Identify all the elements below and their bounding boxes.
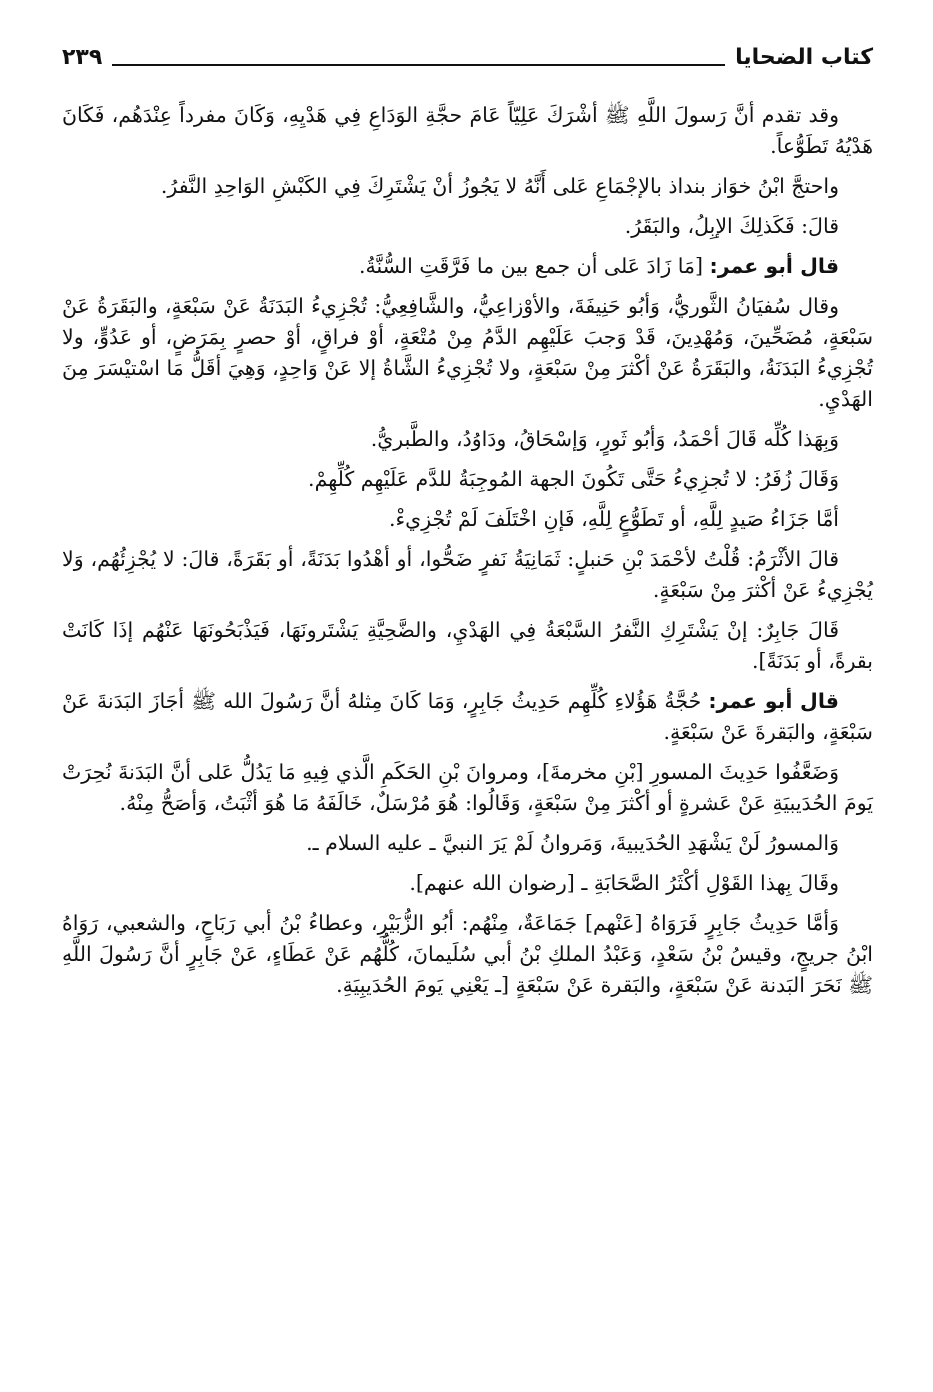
paragraph [62,757,873,819]
paragraph [62,464,873,495]
paragraph [62,291,873,415]
paragraph-text: وَالمسورُ لَنْ يَشْهَدِ الحُدَيبيةَ، وَمَروانُ لَمْ يَرَ النبيَّ ـ عليه السلام ـ. [306,831,839,855]
paragraph-lead: قال أبو عمر: [708,689,839,713]
paragraph-text: وقد تقدم أنَّ رَسولَ اللَّهِ ﷺ أشْرَكَ عَلِيّاً عَامَ حجَّةِ الوَدَاعِ فِي هَدْيِهِ، وَكَانَ مفرداً عِنْدَهُم، فَكَانَ هَدْيُهُ تَطَوُّعاً. [62,103,873,158]
paragraph-text: وقَالَ بِهذا القَوْلِ أكْثَرُ الصَّحَابَةِ ـ [رضوان الله عنهم]. [409,871,839,895]
paragraph-text: وَأمَّا حَدِيثُ جَابِرٍ فَرَوَاهُ [عَنْهم] جَمَاعَةٌ، مِنْهُم: أبُو الزُّبَيْرِ، وعطاءُ بْنُ أبي رَبَاحٍ، والشعبي، رَوَاهُ ابْنُ جريجٍ، وقيسُ بْنُ سَعْدٍ، وَعَبْدُ الملكِ بْنُ أبي سُلَيمانَ، كُلُّهُم عَنْ عَطَاءٍ، عَنْ جَابِرٍ أنَّ رَسُولَ اللَّهِ ﷺ نَحَرَ البَدنة عَنْ سَبْعَةٍ، والبَقرة عَنْ سَبْعَةٍ [ـ يَعْنِي يَومَ الحُدَيبِيَةِ. [62,911,874,997]
paragraph-lead: قال أبو عمر: [709,254,839,278]
paragraph-text: قالَ الأثْرَمُ: قُلْتُ لأحْمَدَ بْنِ حَنبلٍ: ثَمَانِيَةُ نَفرٍ ضَحُّوا، أو أهْدُوا بَدَنَةً، أو بَقَرَةً، قالَ: لا يُجْزِئُهُم، وَلا يُجْزِيءُ عَنْ أكْثرَ مِنْ سَبْعَةٍ. [62,547,873,602]
paragraph-text: وَضَعَّفُوا حَدِيثَ المسورِ [بْنِ مخرمةَ]، ومروانَ بْنِ الحَكَمِ الَّذي فِيهِ مَا يَدُلُّ عَلى أنَّ البَدَنةَ نُحِرَتْ يَومَ الحُدَيبيَةِ عَنْ عَشرةٍ أو أكْثرَ مِنْ سَبْعَةٍ، وَقَالُوا: هُوَ مُرْسَلٌ، خَالَفَهُ مَا هُوَ أثْبَتُ، وَأصَحُّ مِنْهُ. [62,760,873,815]
paragraph [62,544,873,606]
paragraph [62,686,873,748]
page-header [62,28,873,72]
paragraph-text: قَالَ جَابِرٌ: إنْ يَشْتَرِكِ النَّفرُ السَّبْعَةُ فِي الهَدْيِ، والضَّحِيَّةِ يَشْتَرونَهَا، فَيَذْبَحُونَهَا عَنْهُم إذَا كَانَتْ بقرةً، أو بَدَنَةً]. [62,618,873,673]
header-rule [112,64,725,66]
paragraph [62,615,873,677]
paragraph-text: وَبِهَذا كُلِّه قَالَ أحْمَدُ، وَأبُو ثَورٍ، وَإسْحَاقُ، ودَاوُدُ، والطَّبريُّ. [370,427,839,451]
paragraph [62,504,873,535]
paragraph [62,251,873,282]
page-number: ٢٣٩ [62,45,103,70]
paragraph-text: وَقَالَ زُفَرُ: لا تُجزِيءُ حَتَّى تَكُونَ الجهة المُوجِبَةُ للدَّم عَلَيْهِم كُلِّهِمْ. [308,467,839,491]
paragraph-text: قالَ: فَكَذلِكَ الإبِلُ، والبَقَرُ. [624,214,839,238]
chapter-title: كتاب الضحايا [735,45,873,70]
paragraph [62,828,873,859]
body-text [62,100,873,1010]
paragraph-text: [مَا زَادَ عَلى أن جمع بين ما فَرَّقَتِ السُّنَّةُ. [358,254,703,278]
paragraph-text: أمَّا جَزَاءُ صَيدٍ لِلَّهِ، أو تَطَوُّعٍ لِلَّهِ، فَإنِ اخْتَلَفَ لَمْ تُجْزِيءْ. [389,507,839,531]
paragraph [62,868,873,899]
paragraph-text: وقال سُفيَانُ الثَّوريُّ، وَأبُو حَنِيفَةَ، والأوْزاعِيُّ، والشَّافِعِيُّ: تُجْزِيءُ البَدَنَةُ عَنْ سَبْعَةٍ، والبَقَرَةُ عَنْ سَبْعَةٍ، مُضَحِّينَ، وَمُهْدِينَ، قَدْ وَجبَ عَلَيْهِم الدَّمُ مِنْ مُتْعَةٍ، أوْ فراقٍ، أوْ حصرٍ بِمَرَضٍ، أو عَدُوٍّ، ولا تُجْزِيءُ البَدَنَةُ، والبَقَرَةُ عَنْ أكْثرَ مِنْ سَبْعَةٍ، ولا تُجْزِيءُ الشَّاةُ إلا عَنْ وَاحِدٍ، وَهِيَ أقَلُّ مَا اسْتيْسَرَ مِنَ الهَدْيِ. [62,294,873,411]
paragraph [62,171,873,202]
paragraph [62,424,873,455]
paragraph-text: حُجَّةُ هَؤُلاءِ كُلِّهِم حَدِيثُ جَابِرٍ، وَمَا كَانَ مِثلهُ أنَّ رَسُولَ الله ﷺ أجَازَ البَدَنةَ عَنْ سَبْعَةٍ، والبَقرةَ عَنْ سَبْعَةٍ. [62,689,873,744]
paragraph [62,211,873,242]
paragraph [62,908,873,1001]
paragraph-text: واحتجَّ ابْنُ خوَاز بنداذ بالإجْمَاعِ عَلى أَنَّهُ لا يَجُوزُ أنْ يَشْتَرِكَ فِي الكَبْشِ الوَاحِدِ النَّفرُ. [160,174,839,198]
paragraph [62,100,873,162]
